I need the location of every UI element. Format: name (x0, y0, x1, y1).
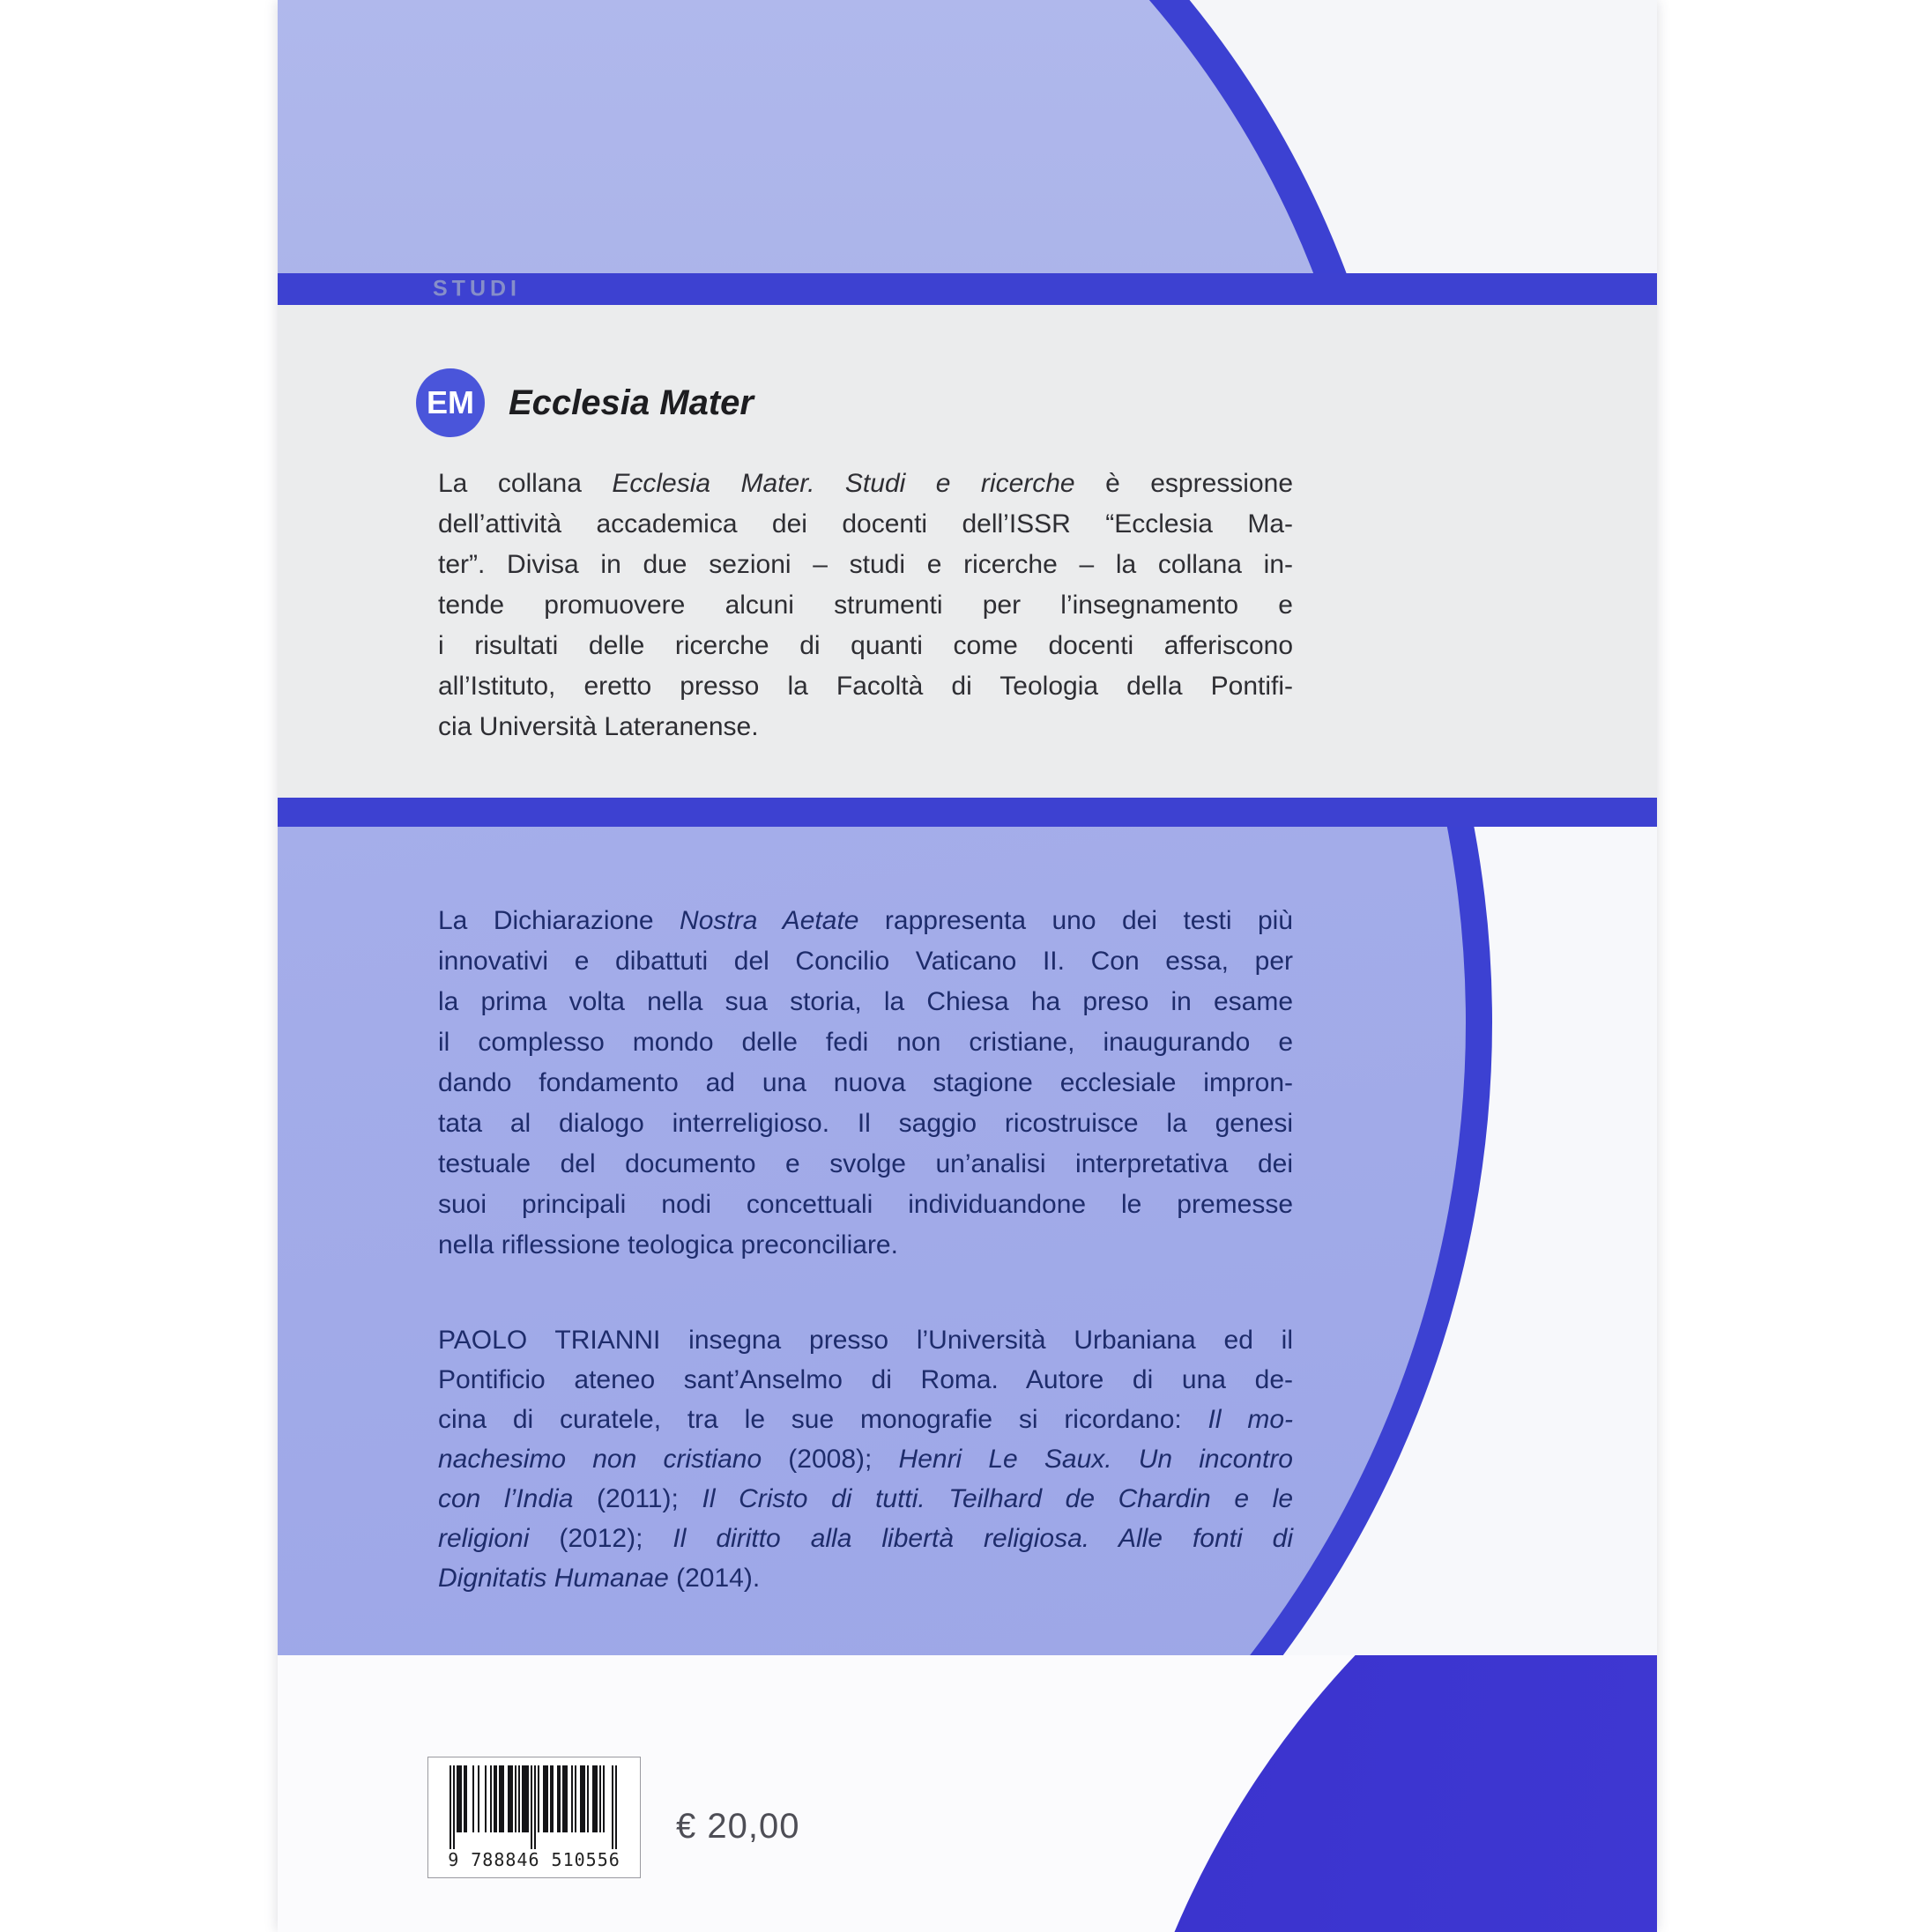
divider-band (278, 798, 1657, 827)
text-line: Dignitatis Humanae (2014). (438, 1564, 761, 1593)
text-line: testuale del documento e svolge un’analisi interpretativa dei (438, 1149, 1293, 1178)
text-line: dando fondamento ad una nuova stagione ecclesiale impron- (438, 1068, 1293, 1097)
series-name: Ecclesia Mater (509, 383, 754, 422)
text-line: cia Università Lateranense. (438, 712, 759, 741)
text-line: La collana Ecclesia Mater. Studi e ricerche è espressione (438, 469, 1294, 498)
text-line: La Dichiarazione Nostra Aetate rappresenta uno dei testi più (438, 906, 1293, 935)
barcode-digits: 9 788846 510556 (448, 1849, 620, 1870)
text-line: i risultati delle ricerche di quanti come docenti afferiscono (438, 631, 1293, 660)
author-bio-paragraph (438, 1320, 1293, 1598)
description-paragraph (438, 901, 1293, 1266)
text-line: innovativi e dibattuti del Concilio Vaticano II. Con essa, per (438, 947, 1293, 976)
em-logo-initials: EM (427, 384, 474, 420)
text-line: Pontificio ateneo sant’Anselmo di Roma. Autore di una de- (438, 1365, 1293, 1394)
series-band-label: STUDI (433, 276, 521, 301)
text-line: PAOLO TRIANNI insegna presso l’Università Urbaniana ed il (438, 1326, 1293, 1355)
text-line: ter”. Divisa in due sezioni – studi e ricerche – la collana in- (438, 550, 1293, 579)
text-line: tende promuovere alcuni strumenti per l’insegnamento e (438, 591, 1293, 620)
text-line: nella riflessione teologica preconciliare. (438, 1230, 898, 1260)
top-circle-shape (278, 0, 1408, 273)
text-line: con l’India (2011); Il Cristo di tutti. Teilhard de Chardin e le (438, 1484, 1293, 1513)
bottom-section (278, 1655, 1657, 1932)
text-line: la prima volta nella sua storia, la Chiesa ha preso in esame (438, 987, 1293, 1016)
collana-section (278, 305, 1657, 798)
top-section (278, 0, 1657, 273)
barcode-bars (450, 1765, 617, 1849)
corner-circle-shape (1102, 1655, 1657, 1932)
text-line: suoi principali nodi concettuali individuandone le premesse (438, 1190, 1293, 1219)
text-line: nachesimo non cristiano (2008); Henri Le Saux. Un incontro (438, 1445, 1293, 1474)
description-section (278, 827, 1657, 1655)
barcode-module (615, 1765, 617, 1849)
text-line: all’Istituto, eretto presso la Facoltà di Teologia della Pontifi- (438, 672, 1293, 701)
barcode (427, 1757, 641, 1878)
collana-paragraph (438, 464, 1293, 747)
text-line: il complesso mondo delle fedi non cristiane, inaugurando e (438, 1028, 1293, 1057)
series-band (278, 273, 1657, 305)
em-logo (416, 368, 485, 437)
text-line: dell’attività accademica dei docenti dell’ISSR “Ecclesia Ma- (438, 509, 1293, 539)
text-line: cina di curatele, tra le sue monografie si ricordano: Il mo- (438, 1405, 1293, 1434)
price-label: € 20,00 (676, 1807, 800, 1846)
text-line: tata al dialogo interreligioso. Il saggio ricostruisce la genesi (438, 1109, 1293, 1138)
text-line: religioni (2012); Il diritto alla libertà religiosa. Alle fonti di (438, 1524, 1293, 1553)
book-back-cover (278, 0, 1657, 1932)
